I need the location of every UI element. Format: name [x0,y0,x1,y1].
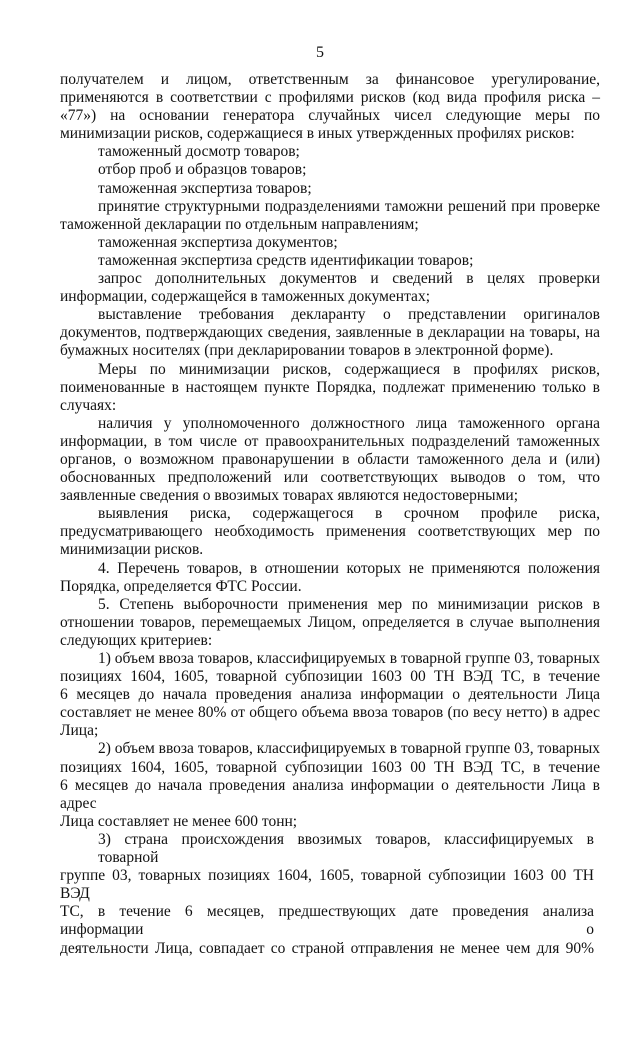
paragraph [60,505,600,559]
paragraph [60,306,600,360]
text-line: деятельности Лица, совпадает со страной отправления не менее чем для 90% [60,939,594,957]
text-line: группе 03, товарных позициях 1604, 1605, товарной субпозиции 1603 00 ТН ВЭД [60,867,594,903]
paragraph [60,234,600,252]
text-line: позициях 1604, 1605, товарной субпозиции 1603 00 ТН ВЭД ТС, в течение [60,758,600,776]
text-line: 1) объем ввоза товаров, классифицируемых в товарной группе 03, товарных [98,650,600,667]
paragraph [60,560,600,596]
text-line: предусматривающего необходимость применения соответствующих мер по [60,523,600,541]
text-line: информации, содержащейся в таможенных документах; [60,288,430,306]
paragraph [60,740,600,830]
text-line: выставление требования декларанту о представлении оригиналов [98,306,600,324]
text-line: Меры по минимизации рисков, содержащиеся в профилях рисков, [98,360,600,378]
paragraph [60,361,600,415]
text-line: бумажных носителях (при декларировании товаров в электронной форме). [60,342,554,360]
paragraph [60,198,600,234]
text-line: документов, подтверждающих сведения, заявленные в декларации на товары, на [60,324,600,342]
text-line: случаях: [60,396,117,414]
text-line: «77») на основании генератора случайных чисел следующие меры по [60,107,600,125]
paragraph [60,180,600,198]
page-number: 5 [316,44,324,61]
paragraph [60,650,600,740]
text-line: информации, в том числе от правоохранительных подразделений таможенных [60,432,600,450]
paragraph [60,596,600,650]
text-line: следующих критериев: [60,631,213,649]
text-line: заявленные сведения о ввозимых товарах являются недостоверными; [60,487,518,505]
text-line: таможенный досмотр товаров; [98,143,300,161]
paragraph [60,415,600,505]
text-line: применяются в соответствии с профилями рисков (код вида профиля риска – [60,89,600,107]
text-line: принятие структурными подразделениями таможни решений при проверке [98,197,600,215]
text-line: выявления риска, содержащегося в срочном профиле риска, [98,505,600,523]
text-line: минимизации рисков, содержащиеся в иных утвержденных профилях рисков: [60,125,575,143]
text-line: органов, о возможном правонарушении в области таможенного дела и (или) [60,450,600,468]
text-line: 4. Перечень товаров, в отношении которых не применяются положения [98,559,600,577]
paragraph [60,270,600,306]
text-line: запрос дополнительных документов и сведений в целях проверки [98,270,600,288]
document-body [60,71,600,1048]
text-line: отбор проб и образцов товаров; [98,161,307,179]
text-line: 6 месяцев до начала проведения анализа информации о деятельности Лица в адрес [60,776,600,812]
paragraph [60,143,600,161]
text-line: составляет не менее 80% от общего объема ввоза товаров (по весу нетто) в адрес [60,704,600,722]
text-line: таможенной декларации по отдельным направлениям; [60,215,419,233]
text-line: таможенная экспертиза средств идентификации товаров; [98,251,474,269]
text-line: поименованные в настоящем пункте Порядка, подлежат применению только в [60,378,600,396]
text-line: позициях 1604, 1605, товарной субпозиции 1603 00 ТН ВЭД ТС, в течение [60,668,600,686]
text-line: получателем и лицом, ответственным за финансовое урегулирование, [60,71,600,88]
text-line: 6 месяцев до начала проведения анализа информации о деятельности Лица [60,686,600,704]
text-line: ТС, в течение 6 месяцев, предшествующих дате проведения анализа информации о [60,903,594,939]
text-line: отношении товаров, перемещаемых Лицом, определяется в случае выполнения [60,613,600,631]
text-line: обоснованных предположений или соответствующих выводов о том, что [60,469,600,487]
paragraph [60,831,600,958]
text-line: Лица; [60,722,99,740]
text-line: таможенная экспертиза товаров; [98,179,312,197]
paragraph [60,252,600,270]
text-line: Лица составляет не менее 600 тонн; [60,812,298,830]
text-line: 5. Степень выборочности применения мер по минимизации рисков в [98,595,600,613]
text-line: Порядка, определяется ФТС России. [60,577,302,595]
text-line: минимизации рисков. [60,541,204,559]
text-line: 3) страна происхождения ввозимых товаров, классифицируемых в товарной [98,830,594,867]
paragraph [60,71,600,143]
text-line: наличия у уполномоченного должностного лица таможенного органа [98,414,600,432]
text-line: таможенная экспертиза документов; [98,233,338,251]
paragraph [60,161,600,179]
text-line: 2) объем ввоза товаров, классифицируемых в товарной группе 03, товарных [98,740,600,758]
